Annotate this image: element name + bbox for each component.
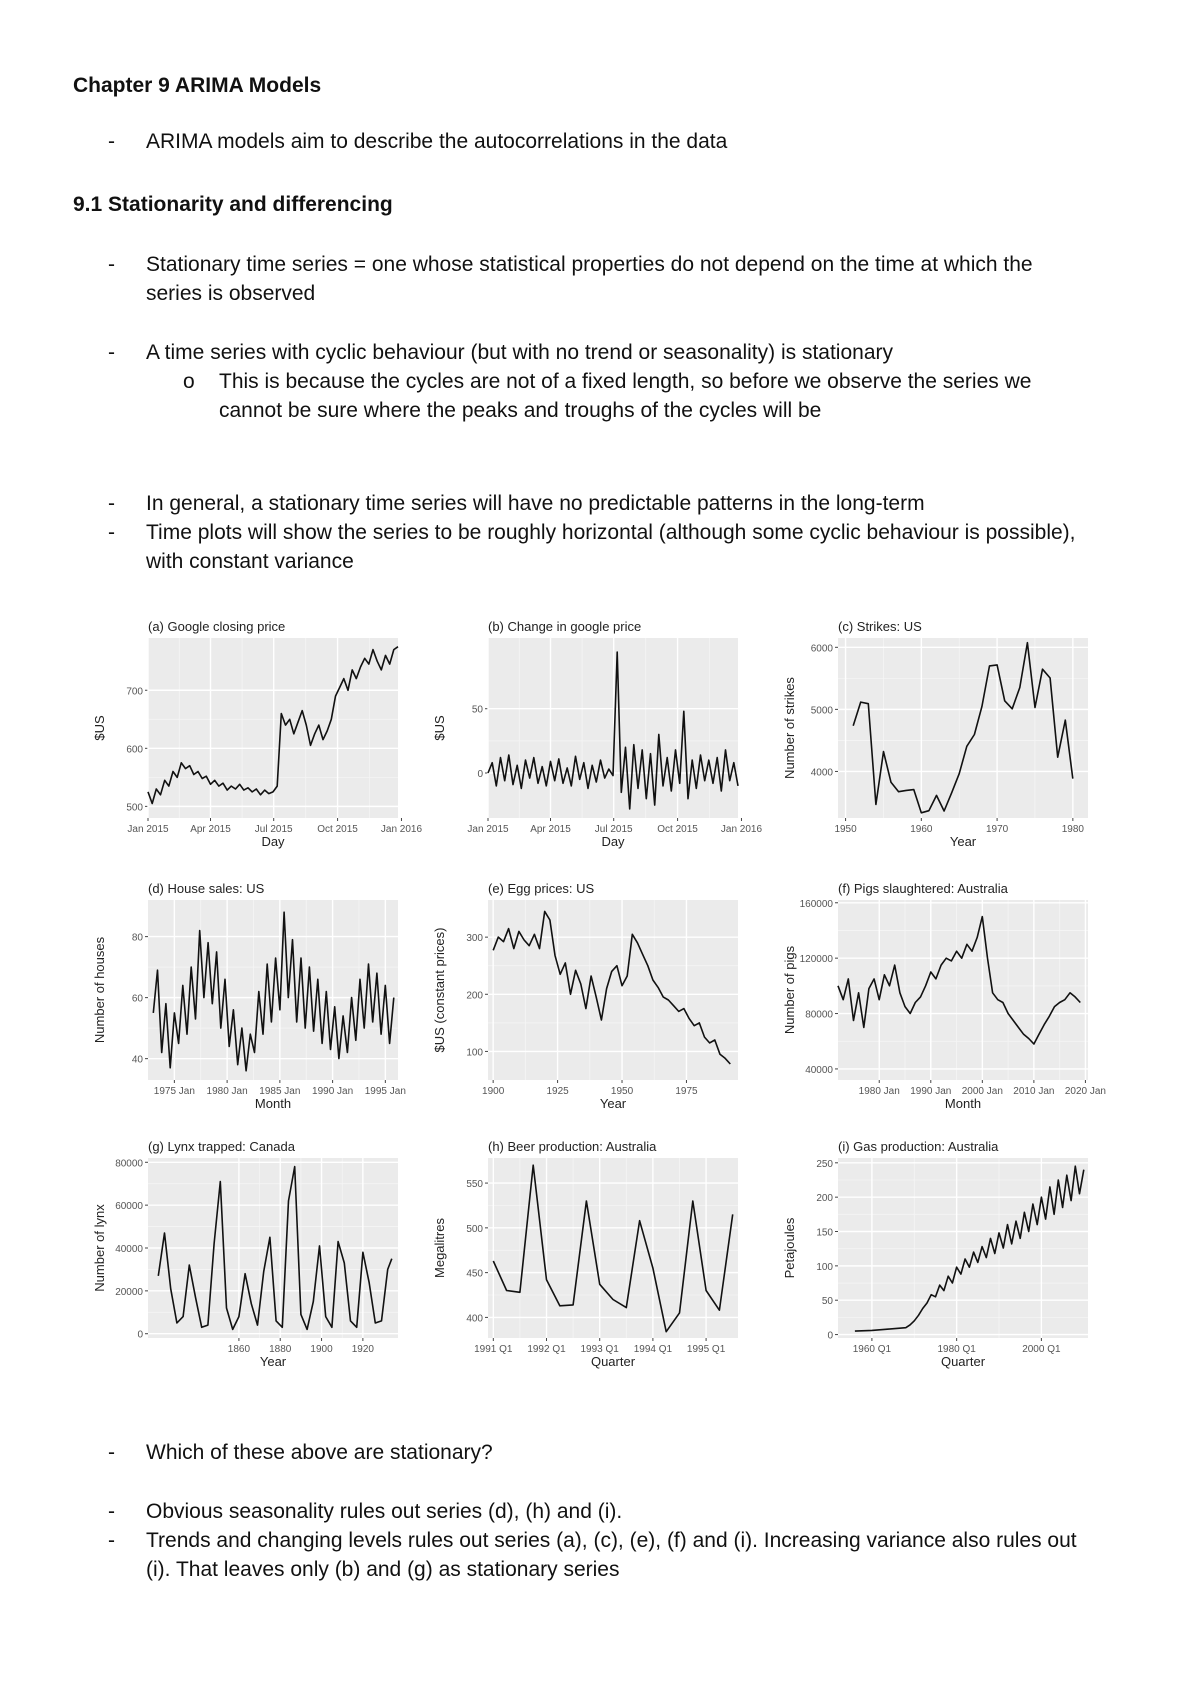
- y-tick-label: 450: [466, 1268, 483, 1280]
- time-series-figure: [80, 615, 1140, 1400]
- y-tick-label: 250: [816, 1158, 833, 1170]
- y-tick-label: 6000: [810, 643, 833, 655]
- x-tick-label: Jan 2015: [127, 824, 169, 835]
- chart-title: (b) Change in google price: [488, 619, 642, 634]
- chart-title: (f) Pigs slaughtered: Australia: [838, 881, 1008, 896]
- x-tick-label: 1950: [610, 1086, 634, 1097]
- bullet-text: series is observed: [146, 282, 316, 305]
- chart-title: (d) House sales: US: [148, 881, 265, 896]
- y-axis-label: Petajoules: [782, 1217, 797, 1279]
- y-axis-label: Number of pigs: [782, 945, 797, 1035]
- sub-bullet-text: cannot be sure where the peaks and troughs of the cycles will be: [219, 399, 822, 422]
- chart-panel: [432, 1139, 738, 1369]
- x-tick-label: 1992 Q1: [527, 1344, 566, 1355]
- y-axis-label: Megalitres: [432, 1218, 447, 1278]
- y-tick-label: 40000: [115, 1244, 143, 1255]
- y-axis-label: Number of lynx: [92, 1204, 107, 1292]
- bullet-dash: -: [108, 253, 115, 276]
- x-axis-label: Year: [949, 834, 977, 849]
- y-axis-label: $US: [432, 715, 447, 741]
- chart-panel: [782, 1139, 1088, 1369]
- x-tick-label: 1900: [310, 1344, 333, 1355]
- sub-bullet-mark: o: [183, 370, 195, 393]
- bullet-dash: -: [108, 1529, 115, 1552]
- x-tick-label: Oct 2015: [657, 824, 698, 835]
- y-tick-label: 120000: [799, 954, 833, 966]
- chart-panel: [432, 619, 762, 849]
- y-tick-label: 0: [477, 769, 483, 780]
- bullet-text: A time series with cyclic behaviour (but with no trend or seasonality) is stationary: [146, 341, 893, 364]
- chart-panel: [432, 881, 738, 1111]
- y-tick-label: 50: [471, 704, 483, 716]
- x-tick-label: 1975 Jan: [153, 1086, 195, 1097]
- section-title: 9.1 Stationarity and differencing: [73, 193, 393, 216]
- y-axis-label: Number of strikes: [782, 677, 797, 779]
- y-tick-label: 40000: [805, 1064, 833, 1076]
- y-tick-label: 20000: [115, 1286, 143, 1298]
- y-tick-label: 4000: [810, 767, 833, 779]
- x-tick-label: 1925: [546, 1086, 569, 1097]
- y-tick-label: 100: [816, 1261, 833, 1273]
- x-tick-label: 1985 Jan: [259, 1086, 301, 1097]
- chart-title: (i) Gas production: Australia: [838, 1139, 999, 1154]
- x-tick-label: Apr 2015: [530, 824, 571, 835]
- bullet-dash: -: [108, 130, 115, 153]
- chart-title: (c) Strikes: US: [838, 619, 922, 634]
- y-tick-label: 5000: [810, 705, 833, 717]
- bullet-text: Obvious seasonality rules out series (d), (h) and (i).: [146, 1500, 623, 1523]
- chart-panel: [782, 881, 1106, 1111]
- bullet-dash: -: [108, 521, 115, 544]
- x-tick-label: 1995 Q1: [686, 1344, 726, 1355]
- x-tick-label: 1993 Q1: [580, 1344, 619, 1355]
- x-tick-label: 1990 Jan: [910, 1086, 952, 1097]
- chart-panel: [92, 1139, 398, 1369]
- x-tick-label: 1860: [227, 1344, 251, 1355]
- y-tick-label: 150: [816, 1227, 833, 1239]
- y-tick-label: 600: [126, 744, 143, 756]
- plot-background: [838, 1158, 1088, 1338]
- bullet-text: Trends and changing levels rules out series (a), (c), (e), (f) and (i). Increasing variance also rules out: [146, 1529, 1077, 1552]
- chart-title: (e) Egg prices: US: [488, 881, 595, 896]
- x-tick-label: 2000 Q1: [1022, 1344, 1061, 1355]
- y-tick-label: 0: [137, 1329, 143, 1341]
- x-tick-label: 2000 Jan: [961, 1086, 1003, 1097]
- x-tick-label: 1970: [985, 824, 1009, 835]
- x-tick-label: 1920: [351, 1344, 375, 1355]
- x-tick-label: 1995 Jan: [364, 1086, 406, 1097]
- bullet-text: In general, a stationary time series will have no predictable patterns in the long-term: [146, 492, 925, 515]
- x-tick-label: 1980 Jan: [206, 1086, 248, 1097]
- sub-bullet-text: This is because the cycles are not of a fixed length, so before we observe the series we: [219, 370, 1032, 393]
- x-axis-label: Month: [944, 1096, 982, 1111]
- bullet-text: ARIMA models aim to describe the autocorrelations in the data: [146, 130, 728, 153]
- bullet-text: Which of these above are stationary?: [146, 1441, 493, 1464]
- bullet-text: (i). That leaves only (b) and (g) as stationary series: [146, 1558, 620, 1581]
- x-tick-label: Jul 2015: [594, 824, 633, 835]
- bullet-dash: -: [108, 492, 115, 515]
- bullet-dash: -: [108, 1500, 115, 1523]
- y-tick-label: 0: [827, 1330, 833, 1342]
- chart-title: (g) Lynx trapped: Canada: [148, 1139, 295, 1154]
- chart-panel: [92, 881, 406, 1111]
- chart-panel: [782, 619, 1088, 849]
- x-axis-label: Month: [254, 1096, 292, 1111]
- x-tick-label: 1991 Q1: [474, 1344, 513, 1355]
- plot-background: [838, 900, 1088, 1080]
- chart-title: (a) Google closing price: [148, 619, 286, 634]
- x-tick-label: Jul 2015: [254, 824, 293, 835]
- bullet-dash: -: [108, 1441, 115, 1464]
- y-tick-label: 80: [131, 932, 143, 944]
- x-axis-label: Year: [599, 1096, 627, 1111]
- y-axis-label: Number of houses: [92, 936, 107, 1044]
- x-tick-label: Jan 2016: [720, 824, 763, 835]
- chart-panel: [92, 619, 422, 849]
- y-tick-label: 500: [126, 802, 143, 814]
- bullet-dash: -: [108, 341, 115, 364]
- bullet-text: Time plots will show the series to be roughly horizontal (although some cyclic behaviour is possible),: [146, 521, 1076, 544]
- y-tick-label: 80000: [115, 1158, 143, 1170]
- y-tick-label: 300: [466, 933, 483, 945]
- y-tick-label: 200: [816, 1193, 833, 1205]
- y-tick-label: 50: [821, 1296, 833, 1308]
- x-tick-label: Jan 2016: [380, 824, 423, 835]
- y-tick-label: 60000: [115, 1201, 143, 1213]
- y-tick-label: 40: [131, 1054, 143, 1066]
- y-tick-label: 400: [466, 1313, 483, 1325]
- y-tick-label: 60: [131, 993, 143, 1005]
- chapter-title: Chapter 9 ARIMA Models: [73, 74, 322, 97]
- x-tick-label: 1980: [1061, 824, 1084, 835]
- x-axis-label: Day: [261, 834, 285, 849]
- x-tick-label: 2010 Jan: [1013, 1086, 1055, 1097]
- x-tick-label: Apr 2015: [190, 824, 231, 835]
- x-tick-label: Jan 2015: [467, 824, 509, 835]
- x-tick-label: 1975: [675, 1086, 698, 1097]
- x-tick-label: 1994 Q1: [633, 1344, 673, 1355]
- x-tick-label: 2020 Jan: [1064, 1086, 1107, 1097]
- x-tick-label: 1990 Jan: [312, 1086, 354, 1097]
- x-axis-label: Year: [259, 1354, 287, 1369]
- bullet-text: with constant variance: [146, 550, 354, 573]
- y-tick-label: 700: [126, 686, 143, 698]
- x-tick-label: 1960: [910, 824, 933, 835]
- x-axis-label: Quarter: [590, 1354, 636, 1369]
- y-tick-label: 550: [466, 1179, 483, 1191]
- x-tick-label: 1960 Q1: [852, 1344, 892, 1355]
- y-tick-label: 500: [466, 1223, 483, 1235]
- x-tick-label: 1900: [482, 1086, 505, 1097]
- y-axis-label: $US: [92, 715, 107, 741]
- x-tick-label: 1880: [269, 1344, 292, 1355]
- x-tick-label: 1980 Jan: [858, 1086, 900, 1097]
- x-tick-label: Oct 2015: [317, 824, 358, 835]
- y-tick-label: 100: [466, 1047, 483, 1059]
- y-axis-label: $US (constant prices): [432, 927, 447, 1053]
- bullet-text: Stationary time series = one whose statistical properties do not depend on the time at which the: [146, 253, 1033, 276]
- x-tick-label: 1950: [834, 824, 857, 835]
- x-axis-label: Day: [601, 834, 625, 849]
- chart-title: (h) Beer production: Australia: [488, 1139, 657, 1154]
- y-tick-label: 80000: [805, 1009, 833, 1021]
- y-tick-label: 200: [466, 990, 483, 1002]
- x-axis-label: Quarter: [940, 1354, 986, 1369]
- y-tick-label: 160000: [799, 898, 833, 910]
- x-tick-label: 1980 Q1: [937, 1344, 976, 1355]
